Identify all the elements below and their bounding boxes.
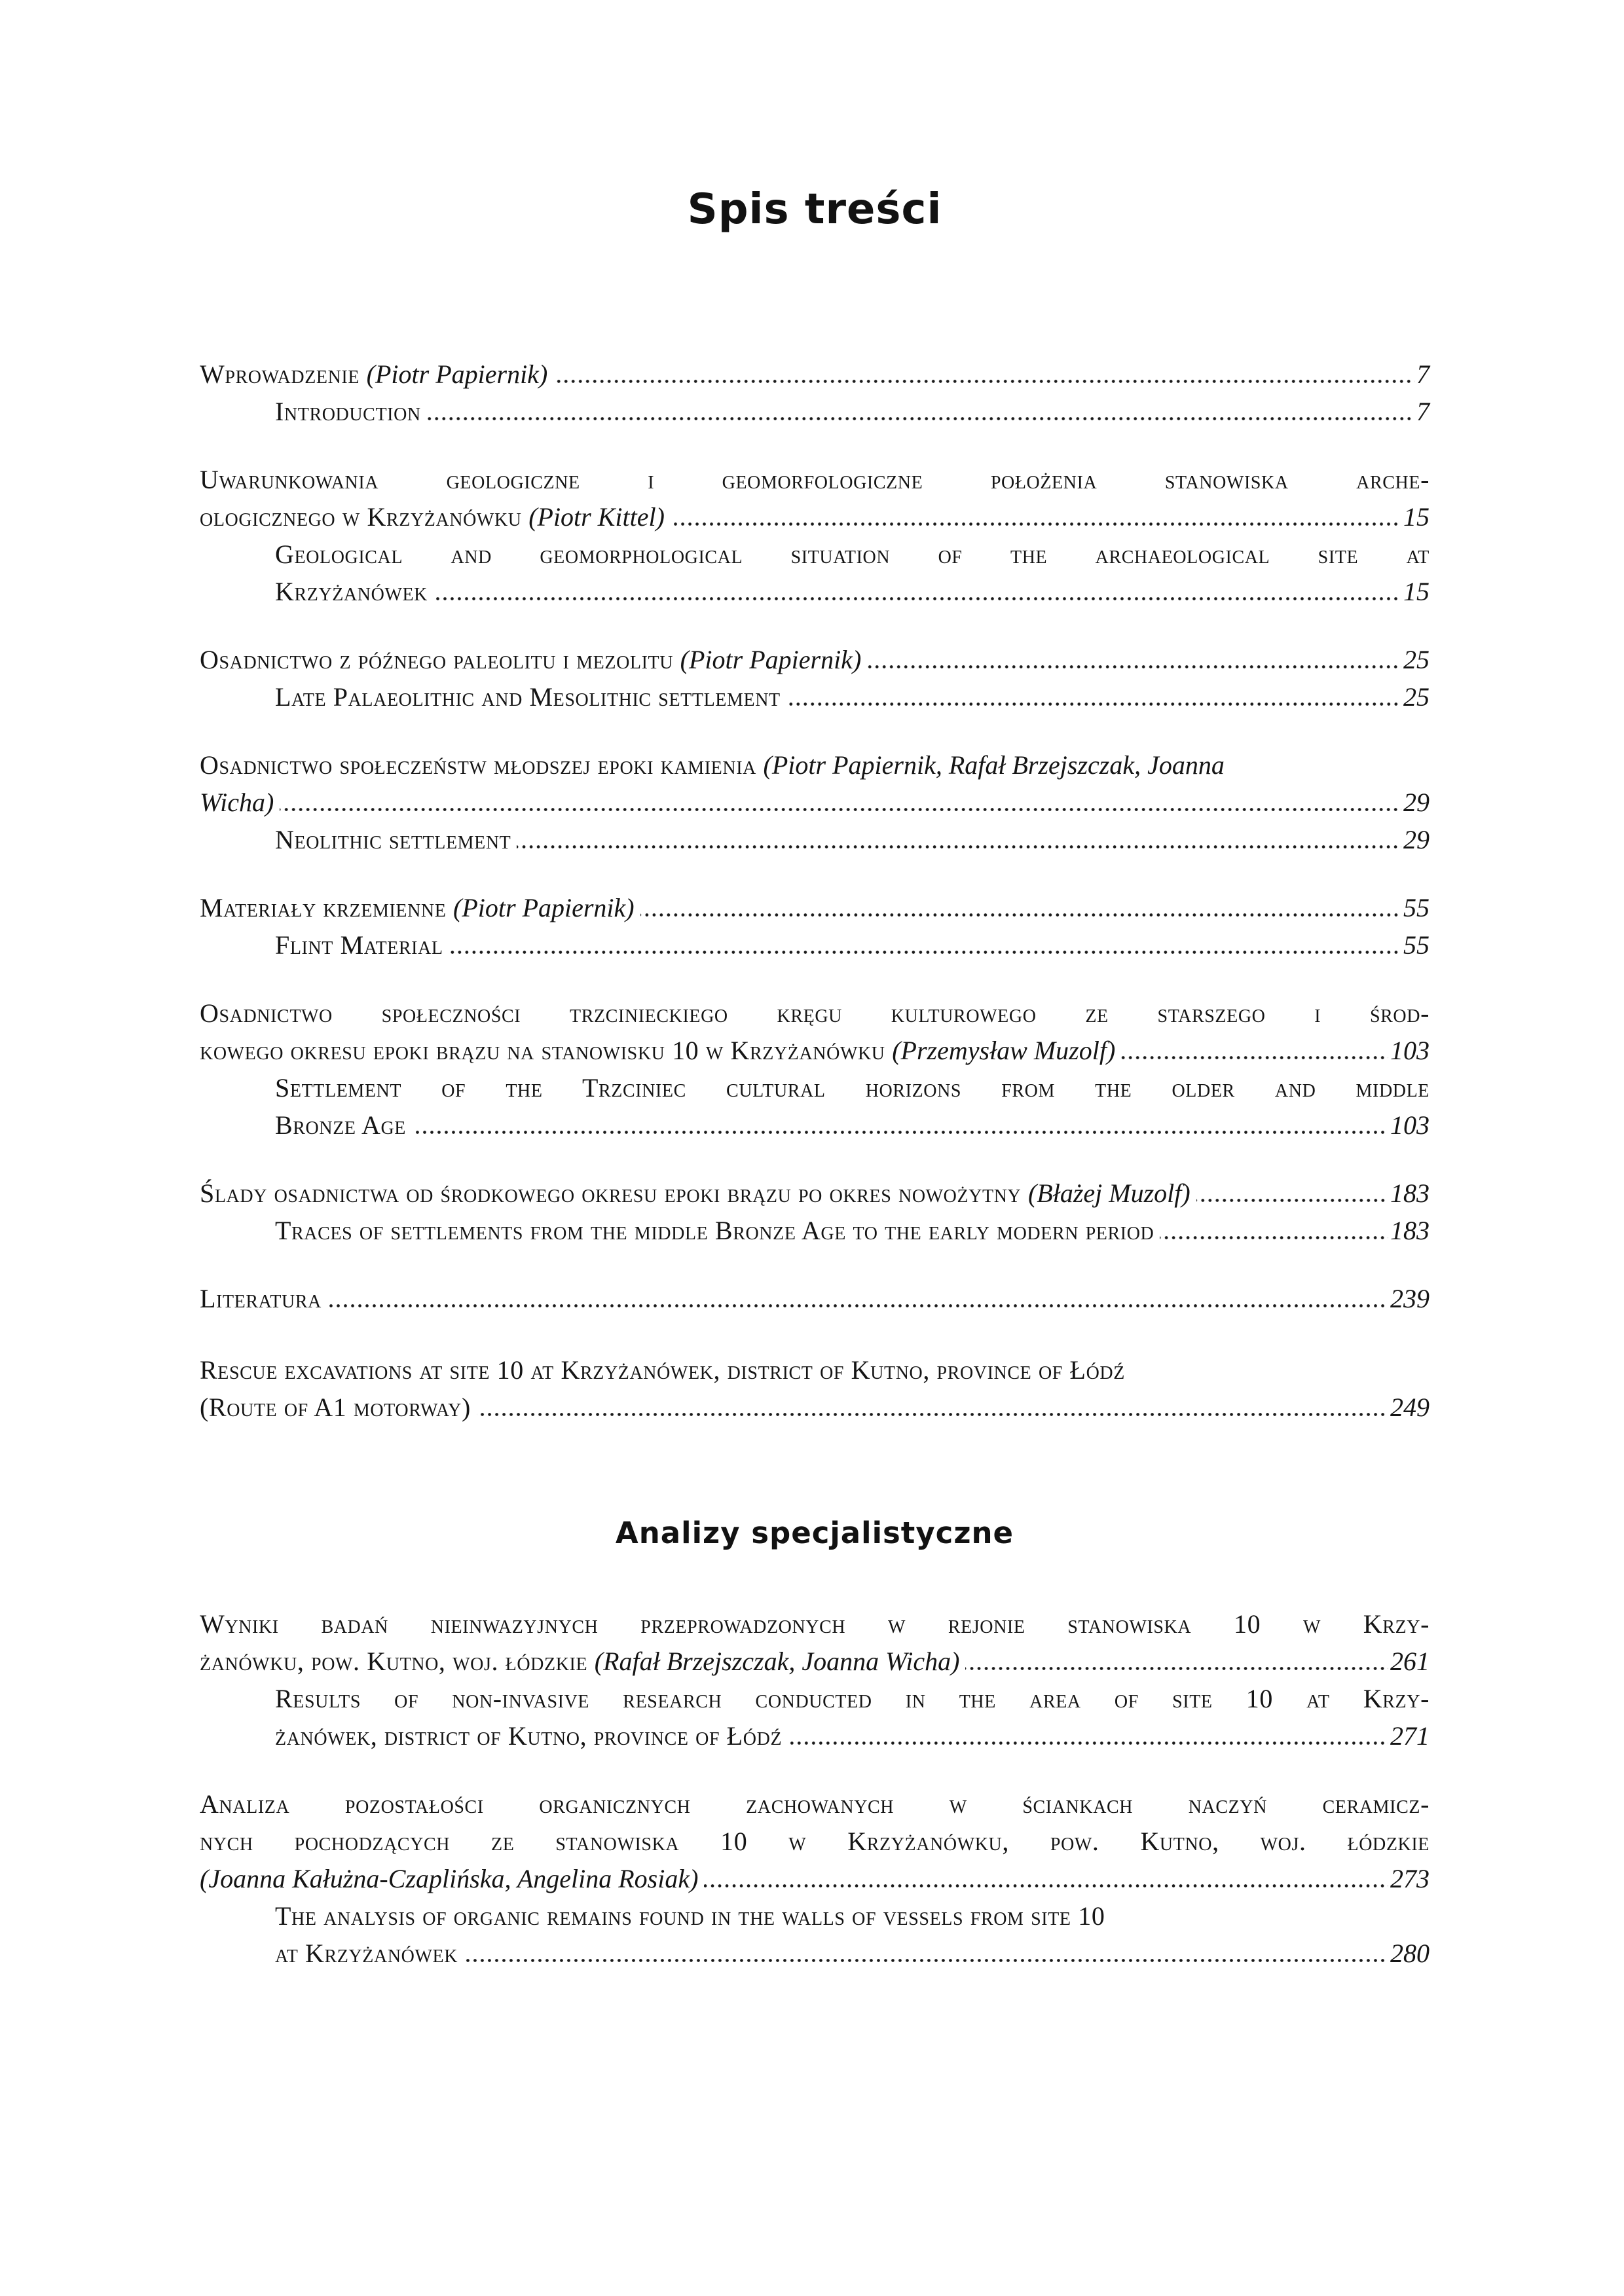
toc-author-text: (Błażej Muzolf) — [1027, 1178, 1190, 1208]
toc-author-text: Wicha) — [200, 788, 274, 817]
toc-line — [200, 1680, 1430, 1717]
toc-line-text — [200, 784, 274, 821]
toc-line — [200, 461, 1430, 498]
toc-title-text: Results of non-invasive research conducted in the area of site 10 at Krzy- — [275, 1684, 1430, 1713]
toc-entry — [200, 355, 1430, 430]
toc-line-text — [200, 641, 861, 678]
toc-title-text: Flint Material — [275, 930, 443, 960]
toc-line-text — [200, 750, 1225, 780]
toc-line — [200, 1935, 1430, 1972]
toc-line-text — [275, 573, 428, 610]
dot-leader — [517, 845, 1401, 848]
toc-title-text: Wyniki badań nieinwazyjnych przeprowadzonych w rejonie stanowiska 10 w Krzy- — [200, 1609, 1430, 1639]
toc-title-text: Materiały krzemienne — [200, 893, 454, 922]
dot-leader — [1160, 1236, 1388, 1239]
toc-line — [200, 1351, 1430, 1389]
toc-title-text: Bronze Age — [275, 1110, 407, 1140]
toc-line — [200, 1897, 1430, 1935]
toc-entry — [200, 1605, 1430, 1755]
toc-title-text: nych pochodzących ze stanowiska 10 w Krzyżanówku, pow. Kutno, woj. łódzkie — [200, 1827, 1430, 1856]
toc-entry — [200, 461, 1430, 610]
toc-title-text: Traces of settlements from the middle Bronze Age to the early modern period — [275, 1216, 1154, 1245]
page-number: 280 — [1390, 1939, 1430, 1968]
toc-title-text: żanówek, district of Kutno, province of Łódź — [275, 1721, 783, 1751]
page-number: 25 — [1403, 645, 1430, 674]
toc-author-text: (Piotr Papiernik) — [453, 893, 635, 922]
toc-author-text: (Joanna Kałużna-Czaplińska, Angelina Rosiak) — [200, 1864, 699, 1893]
toc-line — [200, 573, 1430, 610]
toc-title-text: Geological and geomorphological situation of the archaeological site at — [275, 539, 1430, 569]
toc-line-text — [200, 1355, 1125, 1385]
dot-leader — [1121, 1056, 1388, 1059]
page-number: 103 — [1390, 1110, 1430, 1140]
toc-line — [200, 1823, 1430, 1860]
toc-line-text — [200, 1609, 1430, 1639]
toc-line-text — [200, 1280, 322, 1317]
toc-line — [200, 1069, 1430, 1106]
dot-leader — [434, 597, 1401, 600]
toc-entry — [200, 994, 1430, 1144]
toc-title-text: Krzyżanówek — [275, 577, 428, 606]
toc-line — [200, 784, 1430, 821]
toc-line — [200, 994, 1430, 1032]
toc-line-text — [200, 889, 635, 926]
toc-title-text: Neolithic settlement — [275, 825, 511, 854]
toc-author-text: (Piotr Papiernik) — [366, 359, 548, 389]
page-number: 55 — [1403, 893, 1430, 922]
toc-title-text: Introduction — [275, 397, 421, 426]
toc-title-text: Osadnictwo społeczeństw młodszej epoki kamienia — [200, 750, 764, 780]
toc-line — [200, 1106, 1430, 1144]
dot-leader — [788, 1741, 1388, 1745]
toc-entry — [200, 746, 1430, 858]
toc-title-text: ologicznego w Krzyżanówku — [200, 502, 529, 532]
page-number: 7 — [1416, 359, 1430, 389]
dot-leader — [704, 1884, 1388, 1887]
dot-leader — [427, 417, 1414, 420]
toc-line — [200, 1717, 1430, 1755]
toc-line — [200, 1032, 1430, 1069]
page-number: 15 — [1403, 577, 1430, 606]
toc-author-text: (Piotr Kittel) — [528, 502, 665, 532]
page-number: 183 — [1390, 1178, 1430, 1208]
toc-entry — [200, 641, 1430, 716]
toc-line-text — [275, 1684, 1430, 1713]
dot-leader — [867, 665, 1401, 668]
toc-line-text — [200, 1175, 1190, 1212]
toc-title-text: Late Palaeolithic and Mesolithic settlement — [275, 682, 781, 712]
toc-line — [200, 1389, 1430, 1426]
toc-title-text: Osadnictwo z późnego paleolitu i mezolitu — [200, 645, 680, 674]
page-number: 239 — [1390, 1284, 1430, 1313]
dot-leader — [464, 1959, 1388, 1962]
toc-title-text: Literatura — [200, 1284, 322, 1313]
toc-line-text — [275, 678, 781, 716]
dot-leader — [965, 1667, 1388, 1670]
section-heading: Analizy specjalistyczne — [615, 1516, 1014, 1550]
toc-entry — [200, 1280, 1430, 1317]
toc-line-text — [275, 1717, 782, 1755]
toc-line — [200, 821, 1430, 858]
dot-leader — [477, 1413, 1388, 1416]
toc-line-text — [200, 355, 547, 393]
dot-leader — [1196, 1199, 1388, 1202]
dot-leader — [786, 702, 1401, 706]
dot-leader — [327, 1304, 1388, 1307]
toc-line-text — [275, 393, 421, 430]
toc-line-text — [275, 1212, 1154, 1249]
toc-line — [200, 393, 1430, 430]
toc-title-text: żanówku, pow. Kutno, woj. łódzkie — [200, 1647, 595, 1676]
toc-line — [200, 1605, 1430, 1643]
toc-title-text: The analysis of organic remains found in the walls of vessels from site 10 — [275, 1901, 1105, 1931]
page-number: 15 — [1403, 502, 1430, 532]
toc-line-text — [200, 1860, 698, 1897]
toc-line-text — [275, 539, 1430, 569]
toc-title-text: Rescue excavations at site 10 at Krzyżanówek, district of Kutno, province of Łódź — [200, 1355, 1125, 1385]
page-number: 249 — [1390, 1393, 1430, 1422]
toc-line — [200, 1643, 1430, 1680]
toc-line-text — [200, 1789, 1430, 1819]
dot-leader — [412, 1131, 1388, 1134]
dot-leader — [671, 522, 1401, 526]
page-number: 271 — [1390, 1721, 1430, 1751]
dot-leader — [280, 808, 1401, 811]
toc-title-text: kowego okresu epoki brązu na stanowisku 10 w Krzyżanówku — [200, 1036, 893, 1065]
toc-title-text: Ślady osadnictwa od środkowego okresu epoki brązu po okres nowożytny — [200, 1178, 1028, 1208]
toc-line — [200, 1860, 1430, 1897]
toc-line-text — [200, 998, 1430, 1028]
toc-line — [200, 889, 1430, 926]
toc-line-text — [200, 498, 665, 536]
page-number: 183 — [1390, 1216, 1430, 1245]
toc-title-text: Wprowadzenie — [200, 359, 367, 389]
toc-line — [200, 536, 1430, 573]
toc-line-text — [200, 1389, 471, 1426]
toc-line — [200, 1175, 1430, 1212]
toc-entry — [200, 1785, 1430, 1972]
toc-line — [200, 1785, 1430, 1823]
toc-line — [200, 641, 1430, 678]
toc-author-text: (Rafał Brzejszczak, Joanna Wicha) — [594, 1647, 960, 1676]
toc-title-text: Settlement of the Trzciniec cultural horizons from the older and middle — [275, 1073, 1430, 1102]
page-number: 25 — [1403, 682, 1430, 712]
dot-leader — [640, 913, 1401, 917]
toc-author-text: (Przemysław Muzolf) — [892, 1036, 1116, 1065]
page-number: 29 — [1403, 825, 1430, 854]
toc-line-text — [275, 821, 511, 858]
page-number: 261 — [1390, 1647, 1430, 1676]
toc-line — [200, 498, 1430, 536]
toc-title-text: (Route of A1 motorway) — [200, 1393, 471, 1422]
toc-part-main — [200, 355, 1430, 1426]
toc-line — [200, 355, 1430, 393]
toc-line — [200, 1280, 1430, 1317]
page-number: 103 — [1390, 1036, 1430, 1065]
toc-part-analyses — [200, 1605, 1430, 1972]
toc-author-text: (Piotr Papiernik, Rafał Brzejszczak, Joanna — [763, 750, 1225, 780]
toc-line-text — [275, 926, 443, 964]
dot-leader — [553, 380, 1414, 383]
toc-title-text: Uwarunkowania geologiczne i geomorfologiczne położenia stanowiska arche- — [200, 465, 1430, 494]
toc-line — [200, 678, 1430, 716]
page-number: 273 — [1390, 1864, 1430, 1893]
toc-line-text — [200, 1032, 1115, 1069]
toc-line — [200, 746, 1430, 784]
toc-line-text — [275, 1106, 406, 1144]
dot-leader — [449, 951, 1401, 954]
toc-author-text: (Piotr Papiernik) — [680, 645, 862, 674]
toc-entry — [200, 889, 1430, 964]
page-number: 55 — [1403, 930, 1430, 960]
toc-line-text — [200, 465, 1430, 494]
toc-title-text: Analiza pozostałości organicznych zachowanych w ściankach naczyń ceramicz- — [200, 1789, 1430, 1819]
toc-line-text — [275, 1935, 458, 1972]
toc-title-text: at Krzyżanówek — [275, 1939, 458, 1968]
toc-line — [200, 1212, 1430, 1249]
toc-title-text: Osadnictwo społeczności trzcinieckiego kręgu kulturowego ze starszego i środ- — [200, 998, 1430, 1028]
toc-line-text — [275, 1901, 1105, 1931]
toc-line — [200, 926, 1430, 964]
toc-entry — [200, 1175, 1430, 1249]
toc-line-text — [200, 1827, 1430, 1856]
page-number: 7 — [1416, 397, 1430, 426]
toc-entry — [200, 1351, 1430, 1426]
toc-line-text — [200, 1643, 959, 1680]
page-title: Spis treści — [687, 185, 942, 234]
page-number: 29 — [1403, 788, 1430, 817]
toc-line-text — [275, 1073, 1430, 1102]
